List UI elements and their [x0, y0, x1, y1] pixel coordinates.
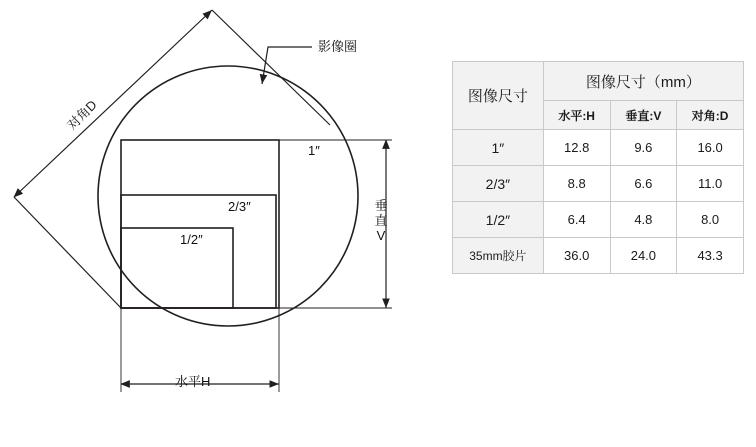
table-row	[453, 202, 744, 238]
row-format: 2/3″	[453, 166, 544, 202]
image-size-table	[452, 61, 744, 274]
header-image-format: 图像尺寸	[453, 62, 544, 130]
header-image-size-mm: 图像尺寸（mm）	[543, 62, 743, 101]
rect-half-inch	[121, 228, 233, 308]
row-diagonal: 43.3	[677, 238, 744, 274]
header-horizontal: 水平:H	[543, 101, 610, 130]
row-vertical: 24.0	[610, 238, 677, 274]
image-circle-label: 影像圈	[318, 39, 358, 54]
row-format: 35mm胶片	[453, 238, 544, 274]
rect-1-inch	[121, 140, 279, 308]
header-diagonal: 对角:D	[677, 101, 744, 130]
image-circle	[98, 66, 358, 326]
table-row	[453, 130, 744, 166]
table-row	[453, 166, 744, 202]
row-vertical: 4.8	[610, 202, 677, 238]
row-vertical: 6.6	[610, 166, 677, 202]
row-horizontal: 36.0	[543, 238, 610, 274]
rect-half-inch-label: 1/2″	[180, 232, 203, 247]
rect-1-inch-label: 1″	[308, 143, 320, 158]
diagonal-dimension-arrow	[14, 10, 330, 308]
row-diagonal: 8.0	[677, 202, 744, 238]
rect-two-thirds-inch	[121, 195, 276, 308]
row-horizontal: 12.8	[543, 130, 610, 166]
table-header-row-1	[453, 62, 744, 101]
diagonal-label: 对角D	[64, 97, 100, 133]
image-size-table-container	[452, 61, 744, 274]
row-horizontal: 6.4	[543, 202, 610, 238]
horizontal-label: 水平H	[175, 374, 211, 389]
row-diagonal: 11.0	[677, 166, 744, 202]
row-format: 1/2″	[453, 202, 544, 238]
header-vertical: 垂直:V	[610, 101, 677, 130]
row-format: 1″	[453, 130, 544, 166]
row-horizontal: 8.8	[543, 166, 610, 202]
row-diagonal: 16.0	[677, 130, 744, 166]
vertical-label: 垂直V	[374, 198, 388, 243]
table-row	[453, 238, 744, 274]
row-vertical: 9.6	[610, 130, 677, 166]
rect-two-thirds-inch-label: 2/3″	[228, 199, 251, 214]
